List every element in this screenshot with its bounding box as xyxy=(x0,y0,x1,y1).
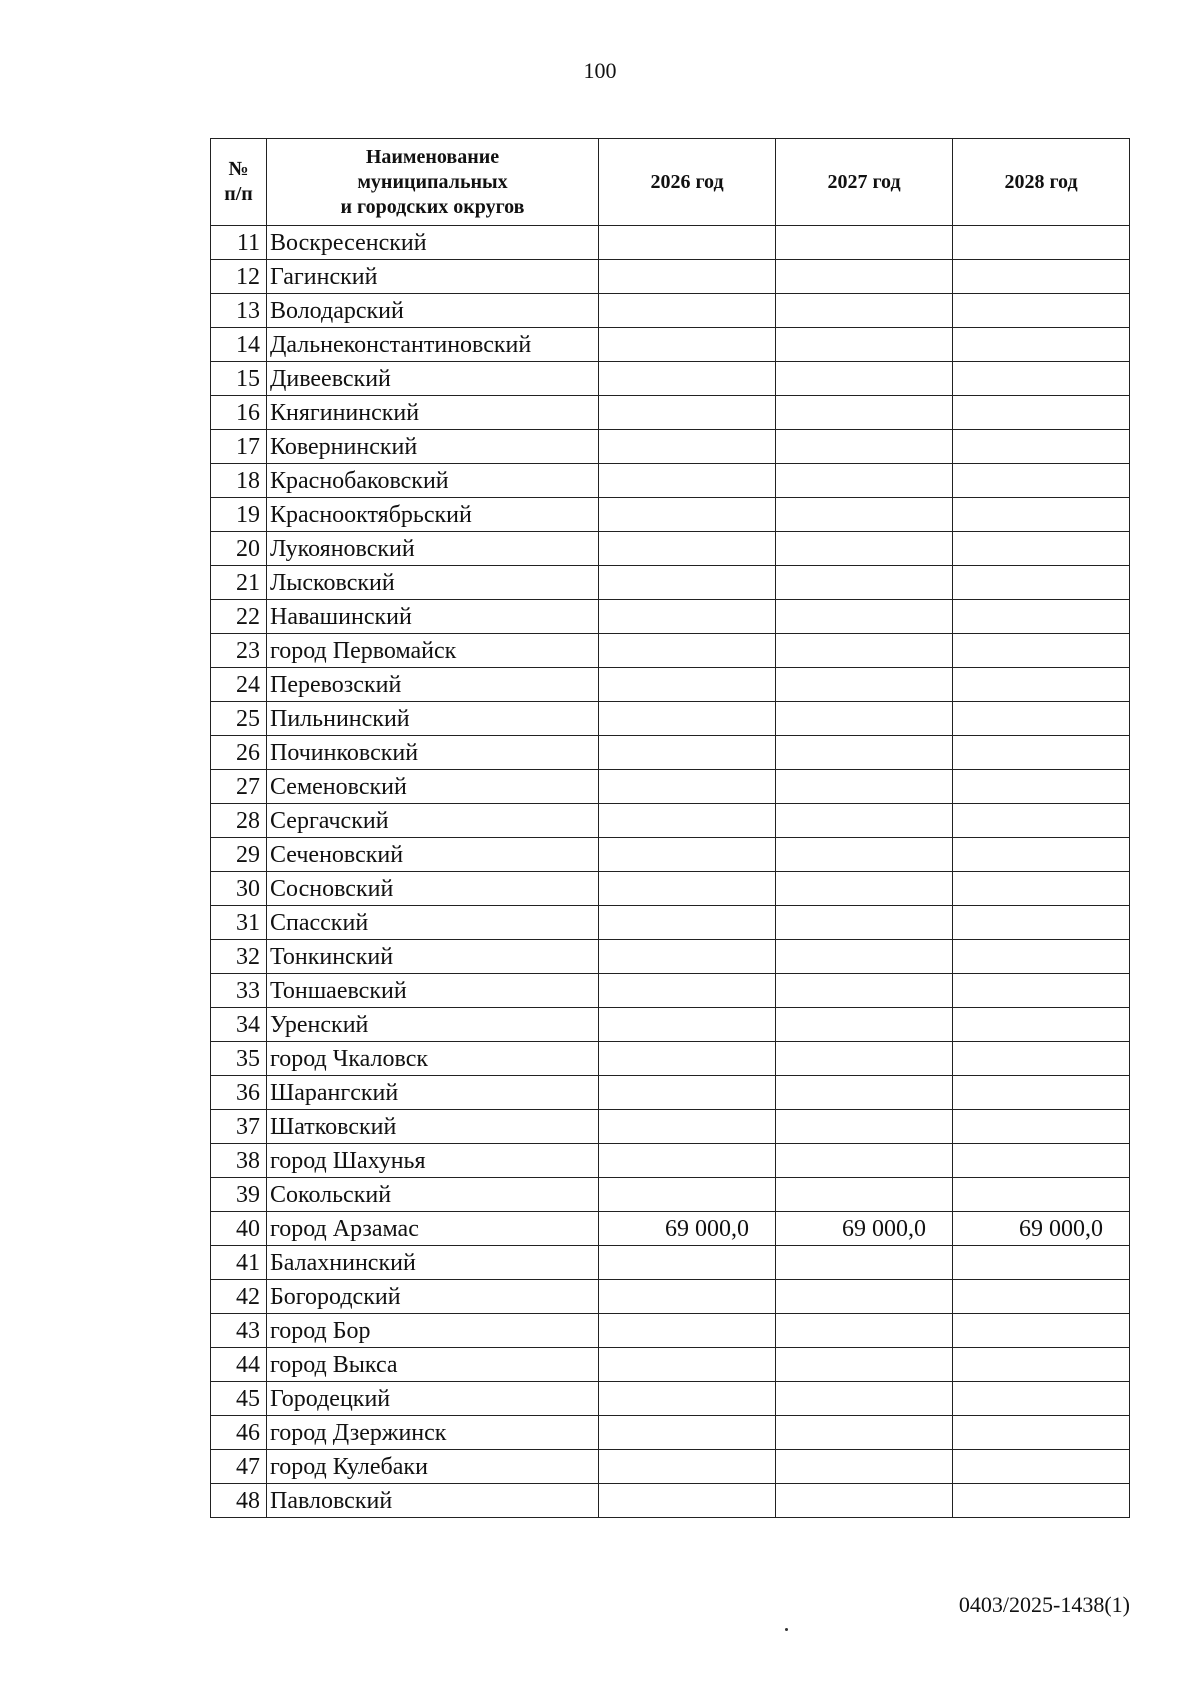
row-name-cell: Сокольский xyxy=(267,1178,599,1212)
row-name-cell: город Первомайск xyxy=(267,634,599,668)
row-2028-cell xyxy=(953,1450,1130,1484)
stray-dot xyxy=(785,1628,788,1631)
row-2028-cell xyxy=(953,1314,1130,1348)
row-number-cell: 28 xyxy=(211,804,267,838)
row-2026-cell xyxy=(599,974,776,1008)
row-name-cell: Балахнинский xyxy=(267,1246,599,1280)
row-2028-cell xyxy=(953,396,1130,430)
row-number-cell: 35 xyxy=(211,1042,267,1076)
row-2026-cell xyxy=(599,1110,776,1144)
table-row xyxy=(211,498,1130,532)
row-number-cell: 46 xyxy=(211,1416,267,1450)
row-name-cell: Тонкинский xyxy=(267,940,599,974)
row-name-cell: Шарангский xyxy=(267,1076,599,1110)
header-name: Наименование муниципальных и городских округов xyxy=(267,139,599,226)
row-name-cell: Пильнинский xyxy=(267,702,599,736)
table-row xyxy=(211,1110,1130,1144)
row-number-cell: 29 xyxy=(211,838,267,872)
table-row xyxy=(211,736,1130,770)
row-number-cell: 34 xyxy=(211,1008,267,1042)
row-name-cell: город Дзержинск xyxy=(267,1416,599,1450)
row-name-cell: Сосновский xyxy=(267,872,599,906)
row-2027-cell xyxy=(776,498,953,532)
row-name-cell: Краснооктябрьский xyxy=(267,498,599,532)
row-2027-cell xyxy=(776,1314,953,1348)
table-row xyxy=(211,362,1130,396)
header-number: № п/п xyxy=(211,139,267,226)
row-2026-cell xyxy=(599,294,776,328)
row-2027-cell xyxy=(776,1110,953,1144)
table-row xyxy=(211,396,1130,430)
row-2028-cell xyxy=(953,838,1130,872)
row-name-cell: Уренский xyxy=(267,1008,599,1042)
row-number-cell: 32 xyxy=(211,940,267,974)
row-number-cell: 26 xyxy=(211,736,267,770)
row-2026-cell xyxy=(599,1416,776,1450)
table-row xyxy=(211,940,1130,974)
row-number-cell: 17 xyxy=(211,430,267,464)
row-2027-cell xyxy=(776,294,953,328)
table-row xyxy=(211,464,1130,498)
table-row xyxy=(211,634,1130,668)
row-2027-cell xyxy=(776,1382,953,1416)
table-header xyxy=(211,139,1130,226)
row-2028-cell xyxy=(953,1076,1130,1110)
row-number-cell: 40 xyxy=(211,1212,267,1246)
row-2027-cell xyxy=(776,328,953,362)
row-name-cell: Семеновский xyxy=(267,770,599,804)
table-row xyxy=(211,1212,1130,1246)
row-2027-cell xyxy=(776,1144,953,1178)
row-name-cell: Воскресенский xyxy=(267,226,599,260)
row-2026-cell xyxy=(599,872,776,906)
row-number-cell: 13 xyxy=(211,294,267,328)
row-number-cell: 38 xyxy=(211,1144,267,1178)
row-2028-cell xyxy=(953,600,1130,634)
row-name-cell: город Арзамас xyxy=(267,1212,599,1246)
row-2028-cell xyxy=(953,634,1130,668)
row-2026-cell xyxy=(599,906,776,940)
table-row xyxy=(211,430,1130,464)
row-2026-cell xyxy=(599,1246,776,1280)
row-number-cell: 16 xyxy=(211,396,267,430)
row-number-cell: 23 xyxy=(211,634,267,668)
row-2026-cell xyxy=(599,1042,776,1076)
row-2027-cell xyxy=(776,838,953,872)
header-year-2027: 2027 год xyxy=(776,139,953,226)
row-2028-cell xyxy=(953,532,1130,566)
row-name-cell: Тоншаевский xyxy=(267,974,599,1008)
row-number-cell: 39 xyxy=(211,1178,267,1212)
row-2027-cell xyxy=(776,532,953,566)
row-2028-cell xyxy=(953,260,1130,294)
row-name-cell: Починковский xyxy=(267,736,599,770)
row-name-cell: Гагинский xyxy=(267,260,599,294)
row-2027-cell xyxy=(776,1178,953,1212)
row-name-cell: город Чкаловск xyxy=(267,1042,599,1076)
row-number-cell: 36 xyxy=(211,1076,267,1110)
row-2028-cell xyxy=(953,362,1130,396)
row-number-cell: 24 xyxy=(211,668,267,702)
row-2026-cell xyxy=(599,770,776,804)
row-2026-cell xyxy=(599,838,776,872)
row-2026-cell xyxy=(599,396,776,430)
row-2028-cell xyxy=(953,1144,1130,1178)
row-number-cell: 18 xyxy=(211,464,267,498)
row-name-cell: Павловский xyxy=(267,1484,599,1518)
row-2027-cell xyxy=(776,1008,953,1042)
table-row xyxy=(211,1246,1130,1280)
row-number-cell: 43 xyxy=(211,1314,267,1348)
row-2026-cell xyxy=(599,1076,776,1110)
table-row xyxy=(211,328,1130,362)
table-container xyxy=(210,138,1130,1518)
row-name-cell: Володарский xyxy=(267,294,599,328)
table-row xyxy=(211,906,1130,940)
row-2026-cell xyxy=(599,1280,776,1314)
header-row xyxy=(211,139,1130,226)
row-name-cell: Богородский xyxy=(267,1280,599,1314)
row-2026-cell xyxy=(599,362,776,396)
row-2028-cell: 69 000,0 xyxy=(953,1212,1130,1246)
row-name-cell: Краснобаковский xyxy=(267,464,599,498)
row-2027-cell xyxy=(776,1246,953,1280)
row-2027-cell xyxy=(776,1280,953,1314)
allocation-table xyxy=(210,138,1130,1518)
row-2028-cell xyxy=(953,464,1130,498)
table-row xyxy=(211,1042,1130,1076)
row-2028-cell xyxy=(953,1382,1130,1416)
row-2026-cell xyxy=(599,1144,776,1178)
table-row xyxy=(211,294,1130,328)
row-2028-cell xyxy=(953,430,1130,464)
row-2027-cell xyxy=(776,804,953,838)
table-row xyxy=(211,226,1130,260)
row-name-cell: Дивеевский xyxy=(267,362,599,396)
row-number-cell: 48 xyxy=(211,1484,267,1518)
row-name-cell: Сергачский xyxy=(267,804,599,838)
table-row xyxy=(211,838,1130,872)
row-number-cell: 47 xyxy=(211,1450,267,1484)
row-number-cell: 30 xyxy=(211,872,267,906)
row-2026-cell xyxy=(599,804,776,838)
row-2026-cell xyxy=(599,668,776,702)
row-2027-cell xyxy=(776,396,953,430)
row-number-cell: 22 xyxy=(211,600,267,634)
row-2026-cell xyxy=(599,260,776,294)
row-2026-cell xyxy=(599,430,776,464)
row-2028-cell xyxy=(953,328,1130,362)
row-2026-cell xyxy=(599,498,776,532)
row-name-cell: Сеченовский xyxy=(267,838,599,872)
page-number: 100 xyxy=(583,58,617,83)
row-2028-cell xyxy=(953,668,1130,702)
row-2026-cell xyxy=(599,532,776,566)
row-2026-cell xyxy=(599,328,776,362)
row-2027-cell xyxy=(776,770,953,804)
row-2028-cell xyxy=(953,974,1130,1008)
row-number-cell: 20 xyxy=(211,532,267,566)
row-2027-cell xyxy=(776,634,953,668)
row-name-cell: Княгининский xyxy=(267,396,599,430)
row-2026-cell xyxy=(599,1450,776,1484)
header-year-2028: 2028 год xyxy=(953,139,1130,226)
row-name-cell: Дальнеконстантиновский xyxy=(267,328,599,362)
row-2028-cell xyxy=(953,940,1130,974)
row-2028-cell xyxy=(953,566,1130,600)
table-row xyxy=(211,1382,1130,1416)
row-2027-cell xyxy=(776,226,953,260)
row-2028-cell xyxy=(953,1178,1130,1212)
table-row xyxy=(211,668,1130,702)
row-name-cell: Городецкий xyxy=(267,1382,599,1416)
row-name-cell: город Бор xyxy=(267,1314,599,1348)
row-name-cell: город Кулебаки xyxy=(267,1450,599,1484)
row-2027-cell xyxy=(776,1450,953,1484)
row-number-cell: 44 xyxy=(211,1348,267,1382)
row-2028-cell xyxy=(953,498,1130,532)
table-row xyxy=(211,1178,1130,1212)
row-2026-cell xyxy=(599,1178,776,1212)
header-year-2026: 2026 год xyxy=(599,139,776,226)
row-2026-cell xyxy=(599,1314,776,1348)
row-2027-cell: 69 000,0 xyxy=(776,1212,953,1246)
row-2026-cell xyxy=(599,702,776,736)
row-number-cell: 11 xyxy=(211,226,267,260)
row-2028-cell xyxy=(953,1348,1130,1382)
row-2026-cell xyxy=(599,736,776,770)
row-2028-cell xyxy=(953,1246,1130,1280)
table-row xyxy=(211,702,1130,736)
row-2027-cell xyxy=(776,1484,953,1518)
row-number-cell: 27 xyxy=(211,770,267,804)
row-2028-cell xyxy=(953,702,1130,736)
table-row xyxy=(211,600,1130,634)
row-name-cell: город Выкса xyxy=(267,1348,599,1382)
row-2027-cell xyxy=(776,430,953,464)
row-2028-cell xyxy=(953,1042,1130,1076)
row-2027-cell xyxy=(776,872,953,906)
row-2027-cell xyxy=(776,1348,953,1382)
document-code: 0403/2025-1438(1) xyxy=(958,1592,1130,1617)
row-name-cell: Навашинский xyxy=(267,600,599,634)
table-row xyxy=(211,566,1130,600)
row-2026-cell xyxy=(599,600,776,634)
table-row xyxy=(211,1314,1130,1348)
table-row xyxy=(211,872,1130,906)
row-number-cell: 45 xyxy=(211,1382,267,1416)
row-2026-cell xyxy=(599,1008,776,1042)
row-2027-cell xyxy=(776,600,953,634)
row-2026-cell: 69 000,0 xyxy=(599,1212,776,1246)
row-2027-cell xyxy=(776,464,953,498)
row-name-cell: Ковернинский xyxy=(267,430,599,464)
table-row xyxy=(211,1484,1130,1518)
row-2026-cell xyxy=(599,1484,776,1518)
row-number-cell: 42 xyxy=(211,1280,267,1314)
row-2028-cell xyxy=(953,226,1130,260)
row-name-cell: Лукояновский xyxy=(267,532,599,566)
table-row xyxy=(211,1348,1130,1382)
row-2028-cell xyxy=(953,770,1130,804)
row-2026-cell xyxy=(599,464,776,498)
row-2028-cell xyxy=(953,1280,1130,1314)
row-2028-cell xyxy=(953,1416,1130,1450)
row-2026-cell xyxy=(599,226,776,260)
row-2026-cell xyxy=(599,1382,776,1416)
row-number-cell: 21 xyxy=(211,566,267,600)
row-2026-cell xyxy=(599,634,776,668)
table-row xyxy=(211,532,1130,566)
row-2027-cell xyxy=(776,940,953,974)
table-row xyxy=(211,974,1130,1008)
row-2027-cell xyxy=(776,702,953,736)
row-2027-cell xyxy=(776,566,953,600)
row-2028-cell xyxy=(953,1110,1130,1144)
row-number-cell: 14 xyxy=(211,328,267,362)
row-2027-cell xyxy=(776,906,953,940)
table-row xyxy=(211,1144,1130,1178)
row-2028-cell xyxy=(953,294,1130,328)
row-number-cell: 19 xyxy=(211,498,267,532)
table-row xyxy=(211,804,1130,838)
table-row xyxy=(211,1280,1130,1314)
row-2027-cell xyxy=(776,1042,953,1076)
row-name-cell: город Шахунья xyxy=(267,1144,599,1178)
table-row xyxy=(211,1008,1130,1042)
table-row xyxy=(211,1450,1130,1484)
row-number-cell: 12 xyxy=(211,260,267,294)
row-name-cell: Перевозский xyxy=(267,668,599,702)
row-2026-cell xyxy=(599,940,776,974)
row-number-cell: 41 xyxy=(211,1246,267,1280)
row-2027-cell xyxy=(776,1416,953,1450)
table-body xyxy=(211,226,1130,1518)
row-2028-cell xyxy=(953,804,1130,838)
row-name-cell: Спасский xyxy=(267,906,599,940)
table-row xyxy=(211,1416,1130,1450)
row-2027-cell xyxy=(776,362,953,396)
row-2027-cell xyxy=(776,736,953,770)
row-2028-cell xyxy=(953,1008,1130,1042)
row-2028-cell xyxy=(953,872,1130,906)
row-2026-cell xyxy=(599,566,776,600)
row-name-cell: Лысковский xyxy=(267,566,599,600)
row-2026-cell xyxy=(599,1348,776,1382)
table-row xyxy=(211,770,1130,804)
row-2028-cell xyxy=(953,736,1130,770)
row-2027-cell xyxy=(776,974,953,1008)
row-number-cell: 15 xyxy=(211,362,267,396)
row-number-cell: 33 xyxy=(211,974,267,1008)
row-2028-cell xyxy=(953,1484,1130,1518)
row-number-cell: 25 xyxy=(211,702,267,736)
row-number-cell: 37 xyxy=(211,1110,267,1144)
table-row xyxy=(211,260,1130,294)
row-2027-cell xyxy=(776,260,953,294)
row-2028-cell xyxy=(953,906,1130,940)
row-name-cell: Шатковский xyxy=(267,1110,599,1144)
row-2027-cell xyxy=(776,668,953,702)
row-number-cell: 31 xyxy=(211,906,267,940)
row-2027-cell xyxy=(776,1076,953,1110)
table-row xyxy=(211,1076,1130,1110)
